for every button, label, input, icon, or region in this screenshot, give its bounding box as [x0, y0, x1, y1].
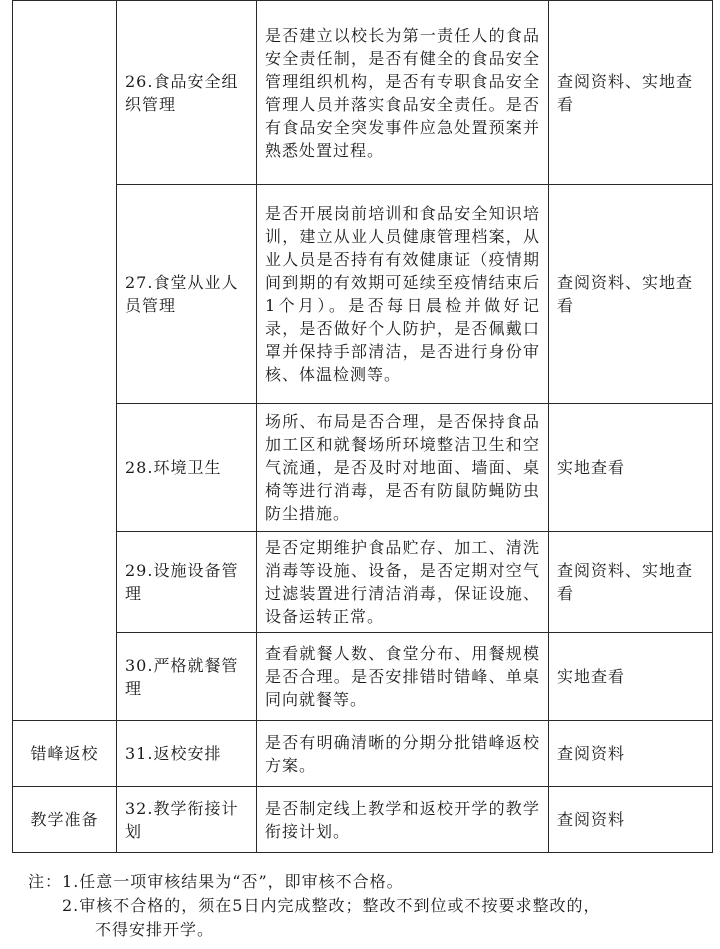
table-row — [13, 185, 713, 404]
method-cell: 查阅资料 — [549, 721, 713, 787]
table-row — [13, 404, 713, 532]
content-cell: 是否开展岗前培训和食品安全知识培训，建立从业人员健康管理档案，从业人员是否持有有效健康证（疫情期间到期的有效期可延续至疫情结束后1个月）。是否每日晨检并做好记录，是否做好个人防护，是否佩戴口罩并保持手部清洁，是否进行身份审核、体温检测等。 — [257, 185, 549, 404]
notes — [28, 870, 708, 942]
table-row — [13, 532, 713, 633]
method-cell: 实地查看 — [549, 404, 713, 532]
content-cell: 场所、布局是否合理，是否保持食品加工区和就餐场所环境整洁卫生和空气流通，是否及时对地面、墙面、桌椅等进行消毒，是否有防鼠防蝇防虫防尘措施。 — [257, 404, 549, 532]
method-cell: 查阅资料、实地查看 — [549, 185, 713, 404]
content-cell: 是否有明确清晰的分期分批错峰返校方案。 — [257, 721, 549, 787]
item-cell: 31.返校安排 — [117, 721, 257, 787]
category-cell — [13, 1, 117, 721]
item-cell: 30.严格就餐管理 — [117, 633, 257, 721]
item-cell: 28.环境卫生 — [117, 404, 257, 532]
note-2-continued: 不得安排开学。 — [95, 920, 215, 939]
table-row — [13, 633, 713, 721]
category-cell: 教学准备 — [13, 787, 117, 853]
method-cell: 查阅资料、实地查看 — [549, 532, 713, 633]
item-cell: 27.食堂从业人员管理 — [117, 185, 257, 404]
table-row — [13, 787, 713, 853]
note-line — [28, 894, 708, 918]
content-cell: 查看就餐人数、食堂分布、用餐规模是否合理。是否安排错时错峰、单桌同向就餐等。 — [257, 633, 549, 721]
note-2: 2.审核不合格的，须在5日内完成整改；整改不到位或不按要求整改的， — [62, 896, 601, 915]
item-cell: 32.教学衔接计划 — [117, 787, 257, 853]
method-cell: 查阅资料、实地查看 — [549, 1, 713, 185]
method-cell: 查阅资料 — [549, 787, 713, 853]
content-cell: 是否定期维护食品贮存、加工、清洗消毒等设施、设备，是否定期对空气过滤装置进行清洁消毒，保证设施、设备运转正常。 — [257, 532, 549, 633]
category-cell: 错峰返校 — [13, 721, 117, 787]
item-cell: 29.设施设备管理 — [117, 532, 257, 633]
item-cell: 26.食品安全组织管理 — [117, 1, 257, 185]
table-row — [13, 721, 713, 787]
note-1: 1.任意一项审核结果为“否”，即审核不合格。 — [62, 872, 404, 891]
method-cell: 实地查看 — [549, 633, 713, 721]
content-cell: 是否建立以校长为第一责任人的食品安全责任制，是否有健全的食品安全管理组织机构，是否有专职食品安全管理人员并落实食品安全责任。是否有食品安全突发事件应急处置预案并熟悉处置过程。 — [257, 1, 549, 185]
note-line — [28, 918, 708, 942]
content-cell: 是否制定线上教学和返校开学的教学衔接计划。 — [257, 787, 549, 853]
review-table — [12, 0, 713, 853]
note-line — [28, 870, 708, 894]
table-row — [13, 1, 713, 185]
notes-prefix: 注： — [28, 872, 63, 891]
